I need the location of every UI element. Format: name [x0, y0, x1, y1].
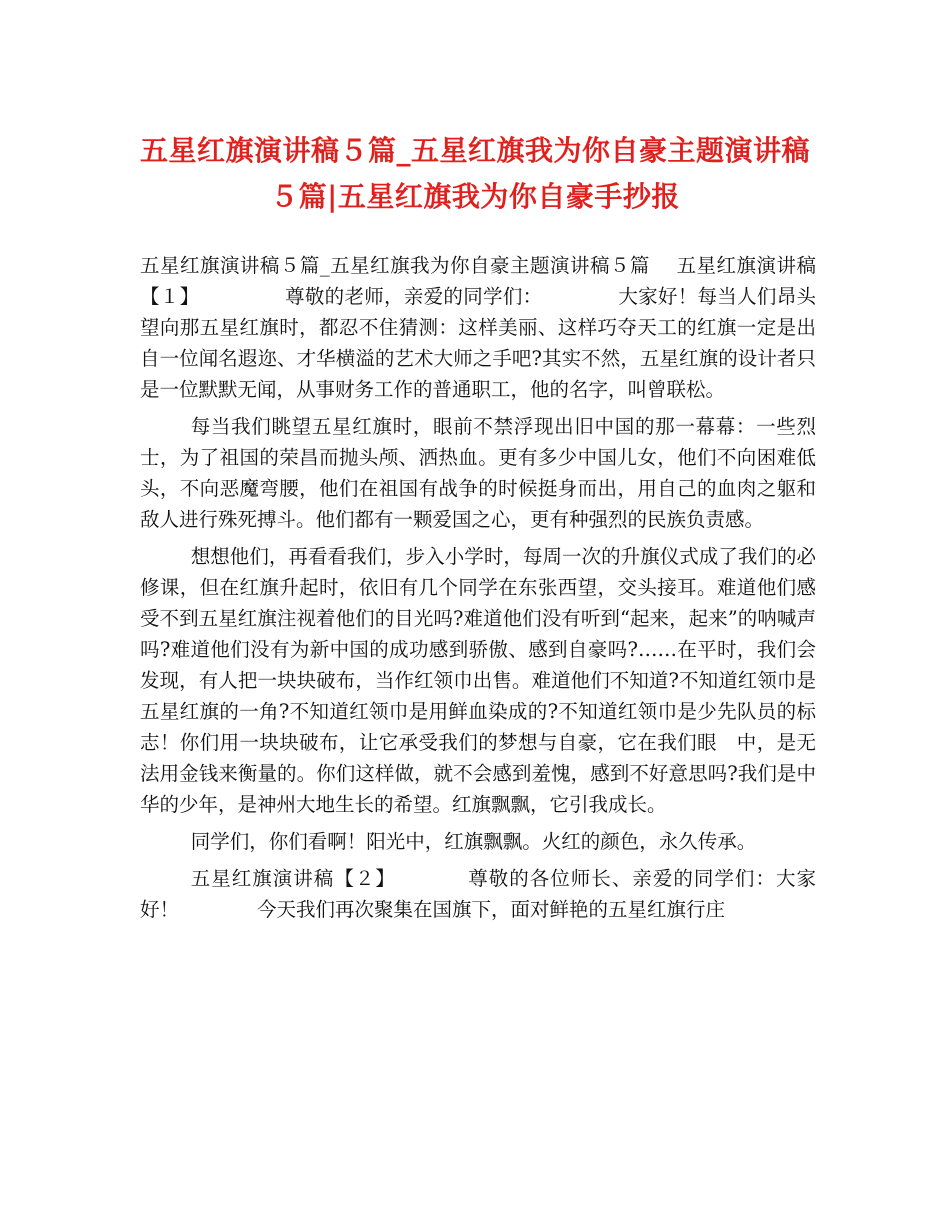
paragraph: 每当我们眺望五星红旗时，眼前不禁浮现出旧中国的那一幕幕：一些烈士，为了祖国的荣昌而抛头颅、洒热血。更有多少中国儿女，他们不向困难低头，不向恶魔弯腰，他们在祖国有战争的时候挺身而出，用自己的血肉之躯和敌人进行殊死搏斗。他们都有一颗爱国之心，更有种强烈的民族负责感。 — [140, 415, 816, 531]
paragraph: 五星红旗演讲稿５篇_五星红旗我为你自豪主题演讲稿５篇 五星红旗演讲稿【１】 尊敬的老师，亲爱的同学们： 大家好！每当人们昂头望向那五星红旗时，都忍不住猜测：这样美丽、这样巧夺天工的红旗一定是出自一位闻名遐迩、才华横溢的艺术大师之手吧?其实不然，五星红旗的设计者只是一位默默无闻，从事财务工作的普通职工，他的名字，叫曾联松。 — [140, 254, 816, 401]
document-title: 五星红旗演讲稿５篇_五星红旗我为你自豪主题演讲稿５篇|五星红旗我为你自豪手抄报 — [139, 134, 810, 213]
document-body — [140, 250, 816, 931]
paragraph: 同学们，你们看啊！阳光中，红旗飘飘。火红的颜色，永久传承。 — [190, 830, 757, 853]
paragraph: 想想他们，再看看我们，步入小学时，每周一次的升旗仪式成了我们的必修课，但在红旗升起时，依旧有几个同学在东张西望，交头接耳。难道他们感受不到五星红旗注视着他们的目光吗?难道他们没有听到“起来，起来”的呐喊声吗?难道他们没有为新中国的成功感到骄傲、感到自豪吗?……在平时，我们会发现，有人把一块块破布，当作红领巾出售。难道他们不知道?不知道红领巾是五星红旗的一角?不知道红领巾是用鲜血染成的?不知道红领巾是少先队员的标志！你们用一块块破布，让它承受我们的梦想与自豪，它在我们眼 中，是无法用金钱来衡量的。你们这样做，就不会感到羞愧，感到不好意思吗?我们是中华的少年，是神州大地生长的希望。红旗飘飘，它引我成长。 — [140, 545, 816, 816]
paragraph: 五星红旗演讲稿【２】 尊敬的各位师长、亲爱的同学们：大家好！ 今天我们再次聚集在国旗下，面对鲜艳的五星红旗行庄 — [140, 867, 816, 921]
